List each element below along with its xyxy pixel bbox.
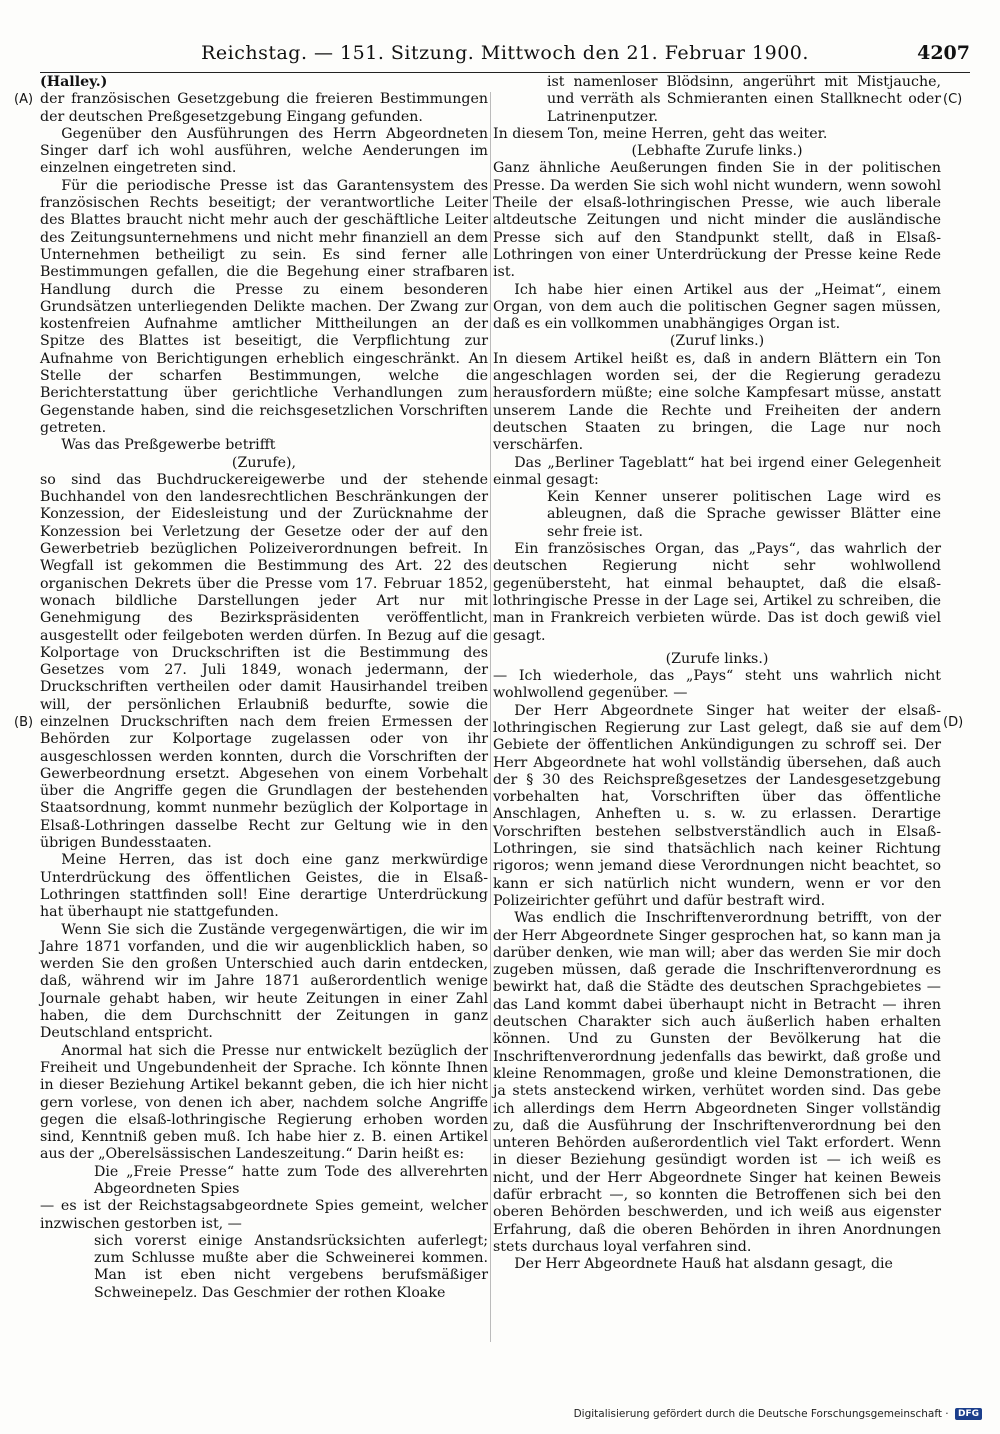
- left-column: [40, 74, 488, 1302]
- paragraph: — Ich wiederhole, das „Pays“ steht uns wahrlich nicht wohlwollend gegenüber. —: [493, 668, 941, 702]
- digitization-credit: [574, 1408, 982, 1420]
- paragraph: Für die periodische Presse ist das Garantensystem des französischen Rechts beseitigt; der verantwortliche Leiter des Blattes braucht nicht mehr auch der geschäftliche Leiter des Zeitungsunternehmens und nicht mehr finanziell an dem Unternehmen betheiligt zu sein. Es sind ferner alle Bestimmungen gefallen, die die Begehung einer strafbaren Handlung durch die Presse zu einem besonderen Grundsätzen unterliegenden Delikte machen. Der Zwang zur kostenfreien Aufnahme amtlicher Mittheilungen an der Spitze des Blattes ist beseitigt, die Verpflichtung zur Aufnahme von Berichtigungen erheblich eingeschränkt. An Stelle der scharfen Bestimmungen, welche die Berichterstattung über gerichtliche Verhandlungen zum Gegenstande haben, sind die reichsgesetzlichen Vorschriften getreten.: [40, 177, 488, 436]
- margin-marker-a: (A): [14, 92, 34, 107]
- column-divider: [490, 92, 491, 1342]
- running-title: Reichstag. — 151. Sitzung. Mittwoch den 21. Februar 1900.: [201, 42, 809, 64]
- paragraph: Was endlich die Inschriftenverordnung betrifft, von der der Herr Abgeordnete Singer gesprochen hat, so kann man ja darüber denken, wie man will; aber das werden Sie mir doch zugeben müssen, daß gerade die Inschriftenverordnung es bewirkt hat, daß die Städte des deutschen Sprachgebietes — das Land kommt dabei überhaupt nicht in Betracht — ihren deutschen Charakter sich auch äußerlich haben erhalten können. Und zu Gunsten der Bevölkerung hat die Inschriftenverordnung jedenfalls das bewirkt, daß große und kleine Renommagen, große und kleine Demonstrationen, die ja stets ansteckend wirken, verhütet worden sind. Das gebe ich allerdings dem Herrn Abgeordneten Singer vollständig zu, daß die Ausführung der Inschriftenverordnung bei den unteren Behörden außerordentlich viel Takt erfordert. Wenn in dieser Beziehung gesündigt worden ist — ich weiß es nicht, und der Herr Abgeordnete Singer hat keinen Beweis dafür erbracht —, so konnten die Betroffenen sich bei den oberen Behörden beschwerden, und ich weiß aus eigenster Erfahrung, daß die oberen Behörden in ihren Anordnungen stets durchaus loyal verfahren sind.: [493, 910, 941, 1255]
- paragraph: so sind das Buchdruckereigewerbe und der stehende Buchhandel von den landesrechtlichen Beschränkungen der Konzession, der Eidesleistung und der Zurücknahme der Konzession bei Verletzung der Gesetze oder der auf den Gewerbetrieb bezüglichen Polizeiverordnungen befreit. In Wegfall ist gekommen die Bestimmung des Art. 22 des organischen Dekrets über die Presse vom 17. Februar 1852, wonach bildliche Darstellungen jeder Art nur mit Genehmigung des Bezirkspräsidenten veröffentlicht, ausgestellt oder feilgeboten werden dürfen. In Bezug auf die Kolportage von Druckschriften ist die Bestimmung des Gesetzes vom 27. Juli 1849, wonach jedermann, der Druckschriften vertheilen oder damit Hausirhandel treiben will, der persönlichen Erlaubniß bedurfte, sowie die einzelnen Druckschriften nach dem freien Ermessen der Behörden zur Kolportage zugelassen oder von ihr ausgeschlossen werden konnten, durch die Vorschriften der Gewerbeordnung ersetzt. Abgesehen von einem Vorbehalt über die Angriffe gegen die Grundlagen der bestehenden Staatsordnung, kommt nunmehr bezüglich der Kolportage in Elsaß-Lothringen dasselbe Recht zur Geltung wie in den übrigen Bundesstaaten.: [40, 471, 488, 852]
- page-number: 4207: [917, 42, 970, 64]
- quotation: Kein Kenner unserer politischen Lage wird es ableugnen, daß die Sprache gewisser Blätter eine sehr freie ist.: [546, 489, 941, 540]
- paragraph: In diesem Artikel heißt es, daß in andern Blättern ein Ton angeschlagen worden sei, der die Regierung geradezu herausfordern müßte; eine solche Kampfesart müsse, anstatt unserem Lande die Rechte und Freiheiten der andern deutschen Staaten zu bringen, die Lage nur noch verschärfen.: [493, 350, 941, 454]
- interjection: (Zurufe),: [231, 454, 297, 471]
- quotation: Die „Freie Presse“ hatte zum Tode des allverehrten Abgeordneten Spies: [93, 1163, 488, 1197]
- interjection: (Lebhafte Zurufe links.): [631, 143, 803, 160]
- margin-marker-c: (C): [943, 92, 963, 107]
- interjection: (Zurufe links.): [665, 650, 769, 667]
- paragraph: Ich habe hier einen Artikel aus der „Heimat“, einem Organ, von dem auch die politischen Gegner sagen müssen, daß es ein vollkommen unabhängiges Organ ist.: [493, 281, 941, 333]
- quotation: ist namenloser Blödsinn, angerührt mit Mistjauche, und verräth als Schmieranten einen Stallknecht oder Latrinenputzer.: [546, 74, 941, 125]
- interjection: (Zuruf links.): [669, 333, 765, 350]
- margin-marker-b: (B): [14, 715, 34, 730]
- margin-marker-d: (D): [943, 715, 964, 730]
- paragraph: Ganz ähnliche Aeußerungen finden Sie in der politischen Presse. Da werden Sie sich wohl nicht wundern, wenn sowohl Theile der elsaß-lothringischen Presse, wie auch liberale altdeutsche Zeitungen und nicht minder die ausländische Presse sich auf den Standpunkt stellt, daß in Elsaß-Lothringen von einer Unterdrückung der Presse keine Rede ist.: [493, 160, 941, 281]
- paragraph: Was das Preßgewerbe betrifft: [61, 437, 276, 454]
- paragraph: Gegenüber den Ausführungen des Herrn Abgeordneten Singer darf ich wohl ausführen, welche Aenderungen im einzelnen eingetreten sind.: [40, 125, 488, 177]
- credit-text: Digitalisierung gefördert durch die Deutsche Forschungsgemeinschaft ·: [573, 1408, 949, 1420]
- paragraph: Der Herr Abgeordnete Singer hat weiter der elsaß-lothringischen Regierung zur Last gelegt, daß sie auf dem Gebiete der öffentlichen Ankündigungen zu schroff sei. Der Herr Abgeordnete hat wohl vollständig übersehen, daß auch der § 30 des Reichspreßgesetzes der Landesgesetzgebung vorbehalten hat, Vorschriften über das öffentliche Anschlagen, Anheften u. s. w. zu erlassen. Derartige Vorschriften bestehen selbstverständlich auch in Elsaß-Lothringen, sie sind thatsächlich nach keiner Richtung rigoros; wenn jemand diese Verordnungen nicht beachtet, so kann er sich natürlich nicht wundern, wenn er vor den Polizeirichter geführt und dafür bestraft wird.: [493, 702, 941, 909]
- speaker-name: (Halley.): [40, 74, 108, 90]
- quotation: sich vorerst einige Anstandsrücksichten auferlegt; zum Schlusse mußte aber die Schweinerei kommen. Man ist eben nicht vergebens berufsmäßiger Schweinepelz. Das Geschmier der rothen Kloake: [93, 1232, 488, 1301]
- dfg-logo: DFG: [955, 1408, 982, 1420]
- paragraph: Wenn Sie sich die Zustände vergegenwärtigen, die wir im Jahre 1871 vorfanden, und die wir augenblicklich haben, so werden Sie den großen Unterschied auch darin entdecken, daß, während wir im Jahre 1871 außerordentlich wenige Journale gehabt haben, wir heute Zeitungen in einer Zahl haben, die dem Durchschnitt der Zeitungen in ganz Deutschland entspricht.: [40, 921, 488, 1042]
- paragraph: Anormal hat sich die Presse nur entwickelt bezüglich der Freiheit und Ungebundenheit der Sprache. Ich könnte Ihnen in dieser Beziehung Artikel bekannt geben, die ich hier nicht gern vorlese, von denen ich aber, nachdem solche Angriffe gegen die elsaß-lothringische Regierung erhoben worden sind, Kenntniß geben muß. Ich habe hier z. B. einen Artikel aus der „Oberelsässischen Landeszeitung.“ Darin heißt es:: [40, 1042, 488, 1163]
- paragraph: In diesem Ton, meine Herren, geht das weiter.: [493, 125, 828, 142]
- paragraph: Ein französisches Organ, das „Pays“, das wahrlich der deutschen Regierung nicht sehr wohlwollend gegenübersteht, hat einmal behauptet, daß die elsaß-lothringische Presse in der Lage sei, Artikel zu schreiben, die man in Frankreich verbieten würde. Das ist doch gewiß viel gesagt.: [493, 541, 941, 644]
- paragraph: Meine Herren, das ist doch eine ganz merkwürdige Unterdrückung des öffentlichen Geistes, die in Elsaß-Lothringen stattfinden soll! Eine derartige Unterdrückung hat überhaupt nie stattgefunden.: [40, 852, 488, 921]
- paragraph: — es ist der Reichstagsabgeordnete Spies gemeint, welcher inzwischen gestorben ist, —: [40, 1198, 488, 1232]
- right-column: [493, 74, 941, 1273]
- paragraph: Der Herr Abgeordnete Hauß hat alsdann gesagt, die: [514, 1256, 893, 1273]
- page-header: [40, 38, 970, 73]
- paragraph: Das „Berliner Tageblatt“ hat bei irgend einer Gelegenheit einmal gesagt:: [493, 454, 941, 488]
- paragraph: der französischen Gesetzgebung die freieren Bestimmungen der deutschen Preßgesetzgebung Eingang gefunden.: [40, 91, 488, 125]
